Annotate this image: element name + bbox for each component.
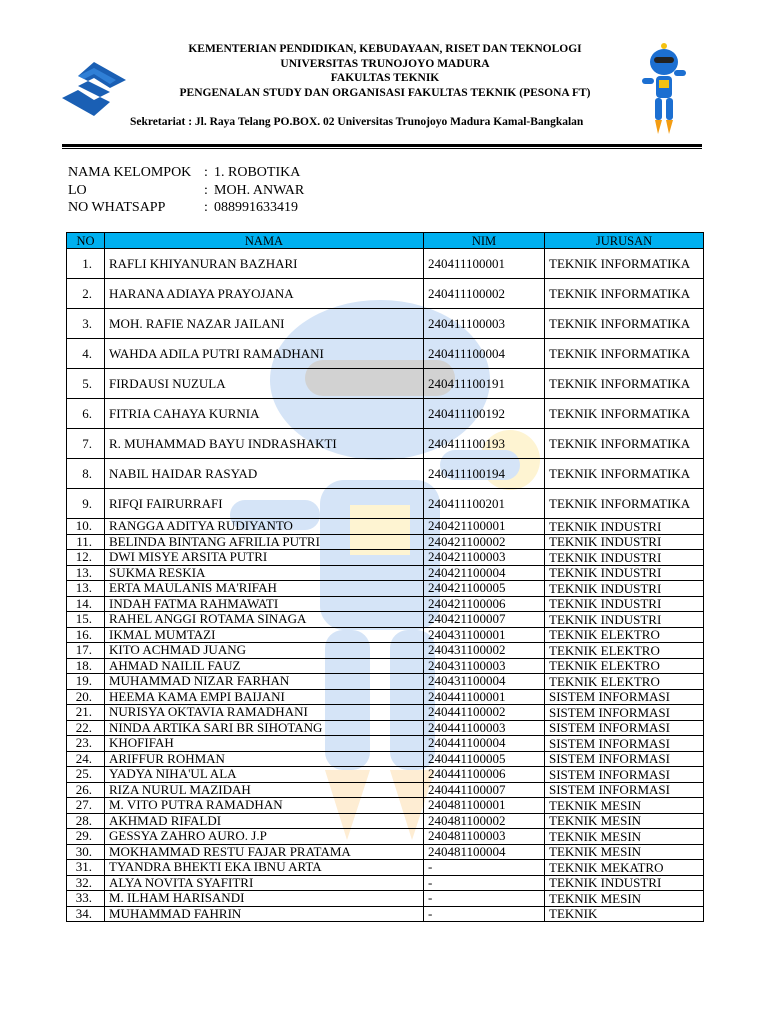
member-department: SISTEM INFORMASI [545, 689, 704, 705]
member-name: GESSYA ZAHRO AURO. J.P [105, 829, 424, 845]
member-department: TEKNIK MESIN [545, 844, 704, 860]
member-department: TEKNIK INFORMATIKA [545, 489, 704, 519]
member-department: TEKNIK INDUSTRI [545, 565, 704, 581]
member-nim: 240431100002 [424, 643, 545, 659]
member-name: NURISYA OKTAVIA RAMADHANI [105, 705, 424, 721]
table-row [67, 627, 704, 643]
row-number: 12. [67, 550, 105, 566]
row-number: 24. [67, 751, 105, 767]
member-name: R. MUHAMMAD BAYU INDRASHAKTI [105, 429, 424, 459]
row-number: 3. [67, 309, 105, 339]
member-name: DWI MISYE ARSITA PUTRI [105, 550, 424, 566]
header-nama: NAMA [105, 233, 424, 249]
row-number: 11. [67, 534, 105, 550]
member-name: IKMAL MUMTAZI [105, 627, 424, 643]
member-nim: 240421100007 [424, 612, 545, 628]
table-row [67, 612, 704, 628]
table-row [67, 860, 704, 876]
member-nim: 240411100001 [424, 249, 545, 279]
row-number: 16. [67, 627, 105, 643]
member-name: M. VITO PUTRA RAMADHAN [105, 798, 424, 814]
university-logo-icon [58, 58, 130, 120]
table-row [67, 534, 704, 550]
header-no: NO [67, 233, 105, 249]
table-row [67, 705, 704, 721]
member-department: TEKNIK INDUSTRI [545, 534, 704, 550]
table-row [67, 489, 704, 519]
member-nim: 240411100004 [424, 339, 545, 369]
member-department: TEKNIK [545, 906, 704, 922]
table-row [67, 550, 704, 566]
member-nim: 240481100002 [424, 813, 545, 829]
member-nim: 240421100005 [424, 581, 545, 597]
letterhead-title [130, 42, 640, 100]
member-nim: 240421100003 [424, 550, 545, 566]
member-name: ALYA NOVITA SYAFITRI [105, 875, 424, 891]
row-number: 14. [67, 596, 105, 612]
row-number: 20. [67, 689, 105, 705]
table-row [67, 689, 704, 705]
member-department: TEKNIK MESIN [545, 813, 704, 829]
letterhead-address: Sekretariat : Jl. Raya Telang PO.BOX. 02 Universitas Trunojoyo Madura Kamal-Bangkalan [130, 116, 584, 128]
member-name: HEEMA KAMA EMPI BAIJANI [105, 689, 424, 705]
member-name: TYANDRA BHEKTI EKA IBNU ARTA [105, 860, 424, 876]
member-department: SISTEM INFORMASI [545, 705, 704, 721]
member-department: TEKNIK INFORMATIKA [545, 369, 704, 399]
table-row [67, 279, 704, 309]
table-row [67, 643, 704, 659]
member-nim: 240411100201 [424, 489, 545, 519]
member-department: TEKNIK INDUSTRI [545, 519, 704, 535]
table-row [67, 369, 704, 399]
members-table [66, 232, 704, 922]
member-department: SISTEM INFORMASI [545, 751, 704, 767]
row-number: 13. [67, 581, 105, 597]
member-department: TEKNIK INFORMATIKA [545, 459, 704, 489]
member-department: SISTEM INFORMASI [545, 767, 704, 783]
member-name: AHMAD NAILIL FAUZ [105, 658, 424, 674]
member-name: ARIFFUR ROHMAN [105, 751, 424, 767]
table-row [67, 798, 704, 814]
row-number: 26. [67, 782, 105, 798]
member-name: MUHAMMAD NIZAR FARHAN [105, 674, 424, 690]
table-row [67, 429, 704, 459]
row-number: 27. [67, 798, 105, 814]
member-name: YADYA NIHA'UL ALA [105, 767, 424, 783]
member-name: MOH. RAFIE NAZAR JAILANI [105, 309, 424, 339]
member-nim: 240411100193 [424, 429, 545, 459]
member-name: INDAH FATMA RAHMAWATI [105, 596, 424, 612]
member-nim: 240411100191 [424, 369, 545, 399]
member-department: TEKNIK INDUSTRI [545, 596, 704, 612]
row-number: 25. [67, 767, 105, 783]
member-department: TEKNIK INDUSTRI [545, 875, 704, 891]
separator: : [204, 165, 208, 180]
member-name: M. ILHAM HARISANDI [105, 891, 424, 907]
row-number: 21. [67, 705, 105, 721]
row-number: 34. [67, 906, 105, 922]
member-name: KITO ACHMAD JUANG [105, 643, 424, 659]
table-row [67, 720, 704, 736]
member-department: TEKNIK MEKATRO [545, 860, 704, 876]
row-number: 19. [67, 674, 105, 690]
member-department: TEKNIK INDUSTRI [545, 550, 704, 566]
member-name: RAFLI KHIYANURAN BAZHARI [105, 249, 424, 279]
table-row [67, 581, 704, 597]
table-row [67, 399, 704, 429]
table-row [67, 736, 704, 752]
member-nim: 240411100002 [424, 279, 545, 309]
row-number: 22. [67, 720, 105, 736]
member-nim: 240441100003 [424, 720, 545, 736]
member-department: TEKNIK MESIN [545, 891, 704, 907]
member-name: HARANA ADIAYA PRAYOJANA [105, 279, 424, 309]
group-name-value: 1. ROBOTIKA [214, 165, 301, 180]
letterhead-faculty: FAKULTAS TEKNIK [330, 72, 440, 84]
row-number: 33. [67, 891, 105, 907]
table-row [67, 782, 704, 798]
group-info-row [68, 182, 304, 200]
header-nim: NIM [424, 233, 545, 249]
row-number: 10. [67, 519, 105, 535]
member-nim: 240441100004 [424, 736, 545, 752]
member-name: BELINDA BINTANG AFRILIA PUTRI [105, 534, 424, 550]
table-row [67, 459, 704, 489]
member-name: RANGGA ADITYA RUDIYANTO [105, 519, 424, 535]
member-nim: 240481100003 [424, 829, 545, 845]
member-department: TEKNIK INFORMATIKA [545, 279, 704, 309]
member-department: TEKNIK INFORMATIKA [545, 309, 704, 339]
table-header-row [67, 233, 704, 249]
member-department: TEKNIK ELEKTRO [545, 643, 704, 659]
letterhead-university: UNIVERSITAS TRUNOJOYO MADURA [280, 57, 490, 70]
member-nim: 240481100001 [424, 798, 545, 814]
member-department: TEKNIK INFORMATIKA [545, 339, 704, 369]
row-number: 28. [67, 813, 105, 829]
member-name: MUHAMMAD FAHRIN [105, 906, 424, 922]
letterhead-rule [62, 144, 702, 147]
member-nim: - [424, 906, 545, 922]
member-department: TEKNIK INFORMATIKA [545, 249, 704, 279]
member-department: TEKNIK ELEKTRO [545, 674, 704, 690]
member-department: SISTEM INFORMASI [545, 720, 704, 736]
member-department: TEKNIK INDUSTRI [545, 612, 704, 628]
table-row [67, 906, 704, 922]
member-name: AKHMAD RIFALDI [105, 813, 424, 829]
member-nim: 240411100003 [424, 309, 545, 339]
table-row [67, 813, 704, 829]
member-department: SISTEM INFORMASI [545, 782, 704, 798]
member-nim: 240421100001 [424, 519, 545, 535]
row-number: 8. [67, 459, 105, 489]
table-row [67, 751, 704, 767]
group-name-label: NAMA KELOMPOK [68, 165, 192, 180]
row-number: 9. [67, 489, 105, 519]
member-department: TEKNIK INDUSTRI [545, 581, 704, 597]
table-row [67, 565, 704, 581]
row-number: 31. [67, 860, 105, 876]
row-number: 7. [67, 429, 105, 459]
group-info-row [68, 199, 304, 217]
member-department: TEKNIK ELEKTRO [545, 627, 704, 643]
member-nim: 240441100002 [424, 705, 545, 721]
member-department: TEKNIK INFORMATIKA [545, 429, 704, 459]
whatsapp-label: NO WHATSAPP [68, 200, 166, 215]
member-name: NABIL HAIDAR RASYAD [105, 459, 424, 489]
member-nim: - [424, 860, 545, 876]
member-name: FITRIA CAHAYA KURNIA [105, 399, 424, 429]
table-row [67, 829, 704, 845]
member-name: RIFQI FAIRURRAFI [105, 489, 424, 519]
group-info [68, 164, 304, 217]
row-number: 17. [67, 643, 105, 659]
letterhead-event: PENGENALAN STUDY DAN ORGANISASI FAKULTAS TEKNIK (PESONA FT) [179, 86, 591, 99]
group-info-row [68, 164, 304, 182]
row-number: 6. [67, 399, 105, 429]
member-nim: 240421100004 [424, 565, 545, 581]
table-row [67, 674, 704, 690]
table-row [67, 767, 704, 783]
member-name: RAHEL ANGGI ROTAMA SINAGA [105, 612, 424, 628]
member-name: WAHDA ADILA PUTRI RAMADHANI [105, 339, 424, 369]
member-nim: - [424, 891, 545, 907]
table-row [67, 339, 704, 369]
member-name: FIRDAUSI NUZULA [105, 369, 424, 399]
member-name: MOKHAMMAD RESTU FAJAR PRATAMA [105, 844, 424, 860]
member-nim: 240441100007 [424, 782, 545, 798]
member-department: SISTEM INFORMASI [545, 736, 704, 752]
member-nim: 240431100003 [424, 658, 545, 674]
member-nim: 240481100004 [424, 844, 545, 860]
member-department: TEKNIK MESIN [545, 798, 704, 814]
member-department: TEKNIK ELEKTRO [545, 658, 704, 674]
row-number: 29. [67, 829, 105, 845]
row-number: 4. [67, 339, 105, 369]
table-row [67, 891, 704, 907]
table-row [67, 519, 704, 535]
member-department: TEKNIK MESIN [545, 829, 704, 845]
member-department: TEKNIK INFORMATIKA [545, 399, 704, 429]
member-nim: 240431100004 [424, 674, 545, 690]
whatsapp-value: 088991633419 [214, 200, 298, 215]
separator: : [204, 182, 208, 198]
member-nim: 240441100006 [424, 767, 545, 783]
letterhead-rule-thin [62, 148, 702, 149]
table-row [67, 596, 704, 612]
row-number: 2. [67, 279, 105, 309]
row-number: 23. [67, 736, 105, 752]
row-number: 32. [67, 875, 105, 891]
letterhead-ministry: KEMENTERIAN PENDIDIKAN, KEBUDAYAAN, RISET DAN TEKNOLOGI [188, 43, 582, 55]
row-number: 30. [67, 844, 105, 860]
table-row [67, 309, 704, 339]
member-name: RIZA NURUL MAZIDAH [105, 782, 424, 798]
separator: : [204, 200, 208, 215]
row-number: 1. [67, 249, 105, 279]
member-name: SUKMA RESKIA [105, 565, 424, 581]
member-nim: - [424, 875, 545, 891]
row-number: 5. [67, 369, 105, 399]
lo-value: MOH. ANWAR [214, 182, 305, 198]
table-row [67, 875, 704, 891]
member-nim: 240411100192 [424, 399, 545, 429]
member-name: NINDA ARTIKA SARI BR SIHOTANG [105, 720, 424, 736]
row-number: 18. [67, 658, 105, 674]
member-nim: 240411100194 [424, 459, 545, 489]
robot-mascot-icon [636, 40, 692, 136]
table-row [67, 844, 704, 860]
lo-label: LO [68, 182, 87, 198]
member-name: KHOFIFAH [105, 736, 424, 752]
row-number: 15. [67, 612, 105, 628]
row-number: 13. [67, 565, 105, 581]
header-jurusan: JURUSAN [545, 233, 704, 249]
member-nim: 240421100006 [424, 596, 545, 612]
letterhead [0, 0, 768, 150]
member-nim: 240441100005 [424, 751, 545, 767]
table-row [67, 658, 704, 674]
member-nim: 240421100002 [424, 534, 545, 550]
member-name: ERTA MAULANIS MA'RIFAH [105, 581, 424, 597]
table-row [67, 249, 704, 279]
member-nim: 240431100001 [424, 627, 545, 643]
member-nim: 240441100001 [424, 689, 545, 705]
